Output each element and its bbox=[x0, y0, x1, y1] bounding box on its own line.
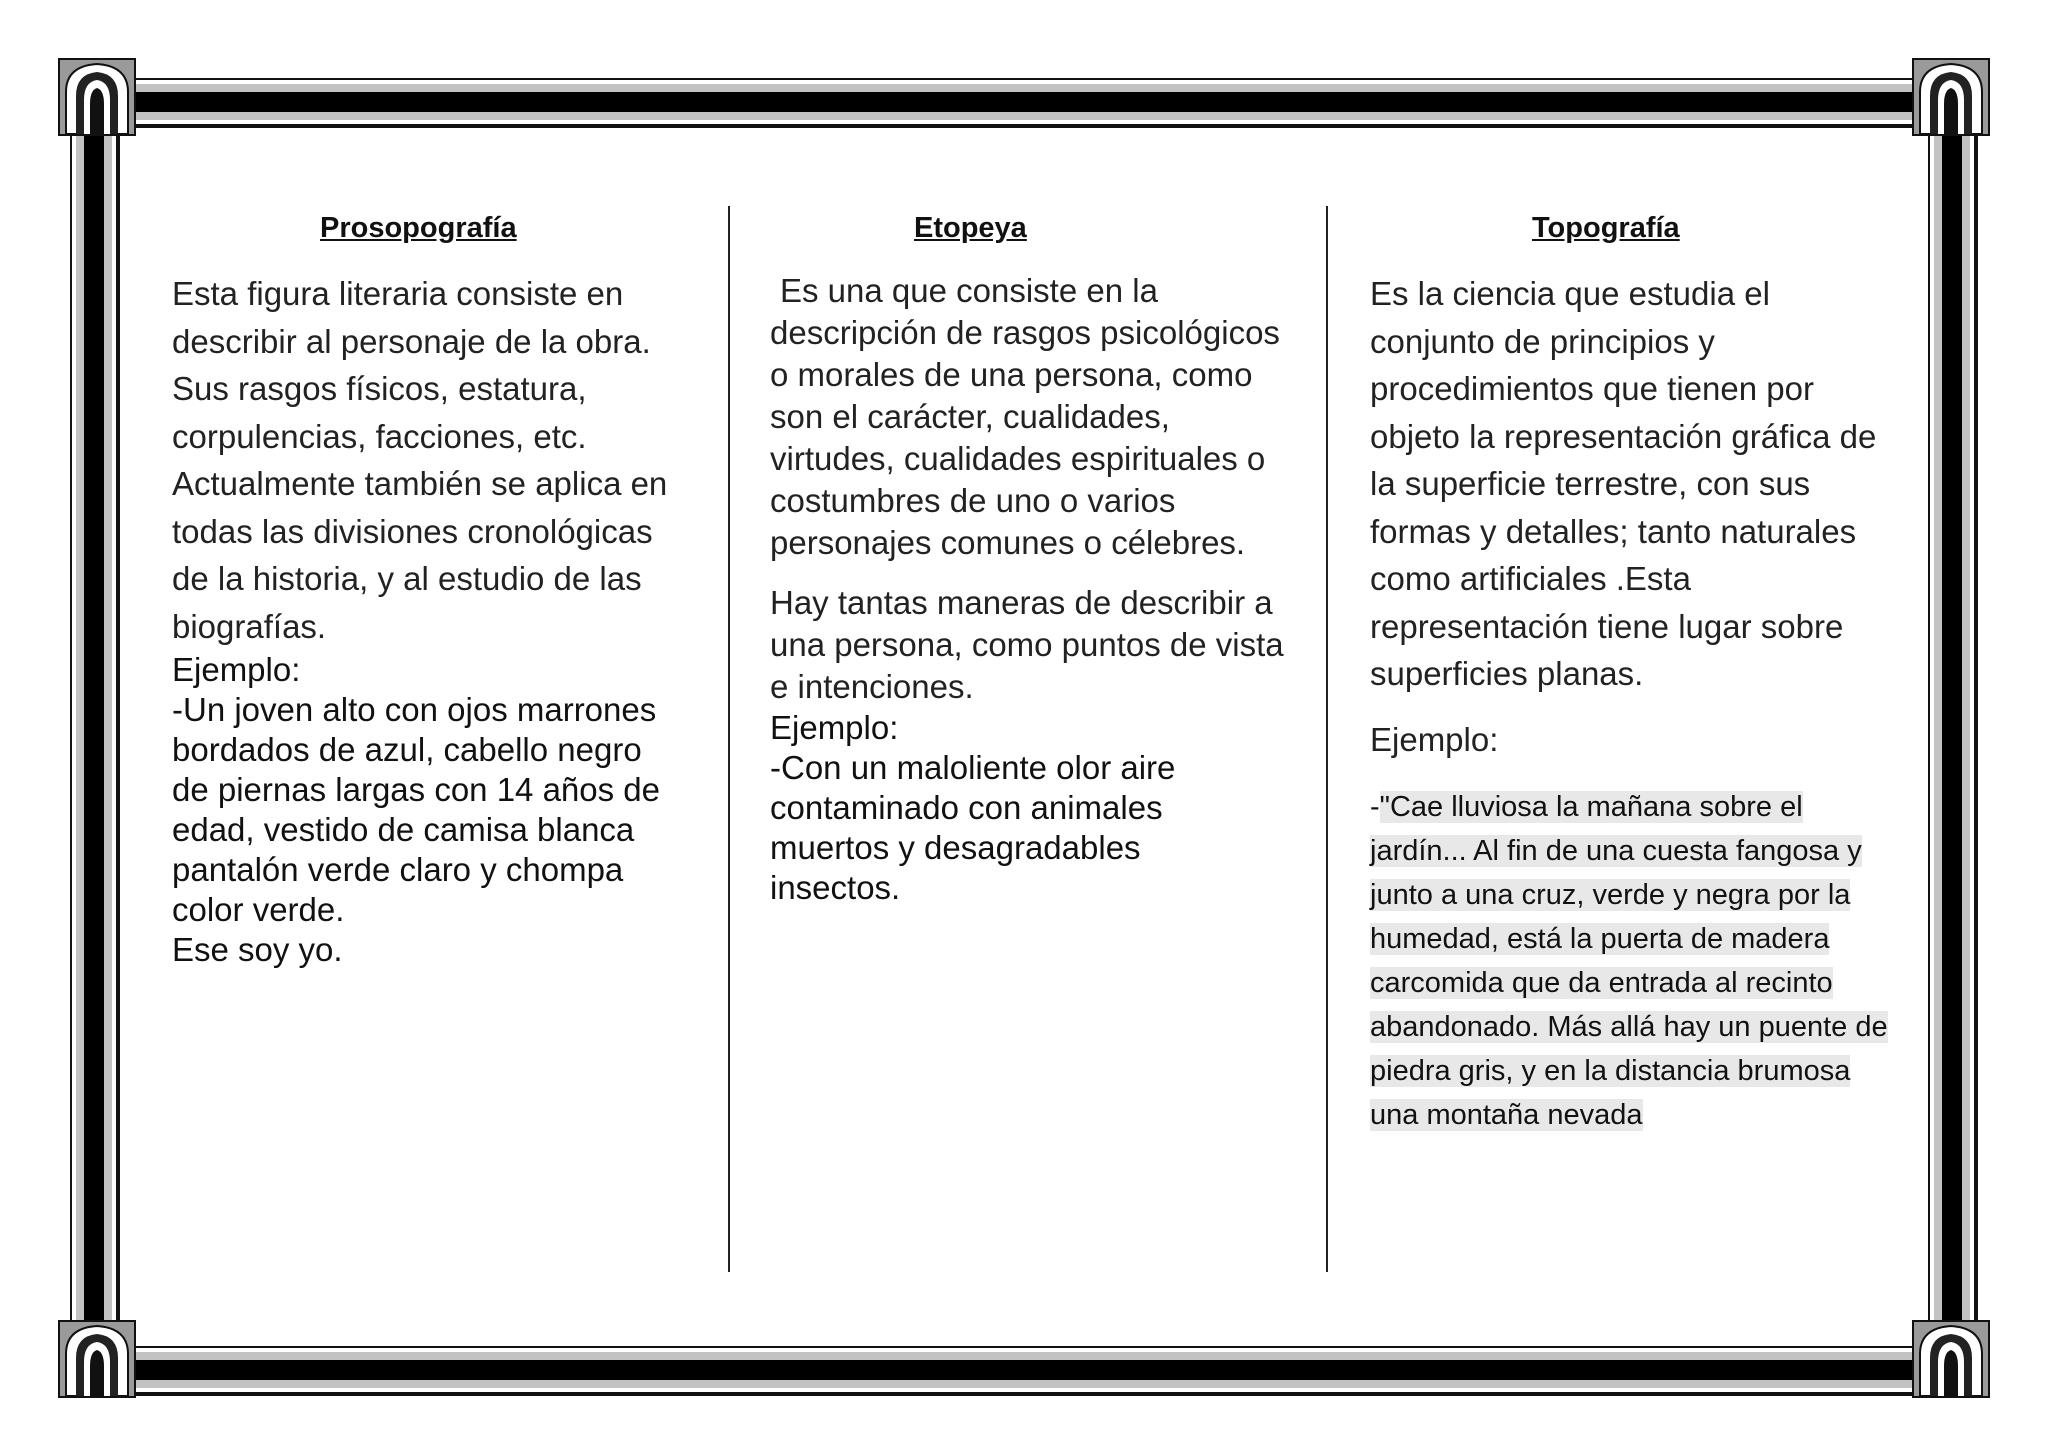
column-heading: Prosopografía bbox=[320, 212, 517, 244]
frame-top-border bbox=[90, 78, 1958, 128]
column-prosopografia bbox=[172, 206, 692, 970]
frame-corner-ornament bbox=[58, 1320, 136, 1398]
column-etopeya bbox=[770, 206, 1290, 908]
column-topografia bbox=[1370, 206, 1900, 1137]
frame-bottom-border bbox=[90, 1346, 1958, 1396]
example-label: Ejemplo: bbox=[1370, 720, 1499, 758]
frame-corner-ornament bbox=[1912, 58, 1990, 136]
frame-left-border bbox=[70, 120, 120, 1360]
example-text: -Con un maloliente olor aire contaminado con animales muertos y desagradables insectos. bbox=[770, 749, 1176, 906]
secondary-paragraph: Hay tantas maneras de describir a una persona, como puntos de vista e intenciones. bbox=[770, 584, 1284, 705]
column-heading: Topografía bbox=[1532, 212, 1680, 244]
frame-corner-ornament bbox=[1912, 1320, 1990, 1398]
example-quote bbox=[1370, 785, 1890, 1137]
quote-text: "Cae lluviosa la mañana sobre el jardín... Al fin de una cuesta fangosa y junto a una cruz, verde y negra por la humedad, está la puerta de madera carcomida que da entrada al recinto abandonado. Más allá hay un puente de piedra gris, y en la distancia brumosa una montaña nevada bbox=[1370, 791, 1888, 1131]
column-divider bbox=[1326, 206, 1328, 1272]
definition-paragraph: Esta figura literaria consiste en describir al personaje de la obra. Sus rasgos físicos, estatura, corpulencias, facciones, etc. Actualmente también se aplica en todas las divisiones cronológicas de la historia, y al estudio de las biografías. bbox=[172, 275, 668, 645]
column-divider bbox=[728, 206, 730, 1272]
example-text: -Un joven alto con ojos marrones bordados de azul, cabello negro de piernas largas con 14 años de edad, vestido de camisa blanca pantalón verde claro y chompa color verde. Ese soy yo. bbox=[172, 691, 661, 968]
definition-paragraph: Es una que consiste en la descripción de rasgos psicológicos o morales de una persona, como son el carácter, cualidades, virtudes, cualidades espirituales o costumbres de uno o varios personajes comunes o célebres. bbox=[770, 272, 1280, 561]
definition-paragraph: Es la ciencia que estudia el conjunto de principios y procedimientos que tienen por objeto la representación gráfica de la superficie terrestre, con sus formas y detalles; tanto naturales como artificiales .Esta representación tiene lugar sobre superficies planas. bbox=[1370, 275, 1877, 692]
example-label: Ejemplo: bbox=[770, 709, 899, 746]
quote-prefix: - bbox=[1370, 791, 1380, 823]
frame-right-border bbox=[1928, 120, 1978, 1360]
example-label: Ejemplo: bbox=[172, 651, 301, 688]
column-heading: Etopeya bbox=[914, 212, 1027, 244]
frame-corner-ornament bbox=[58, 58, 136, 136]
